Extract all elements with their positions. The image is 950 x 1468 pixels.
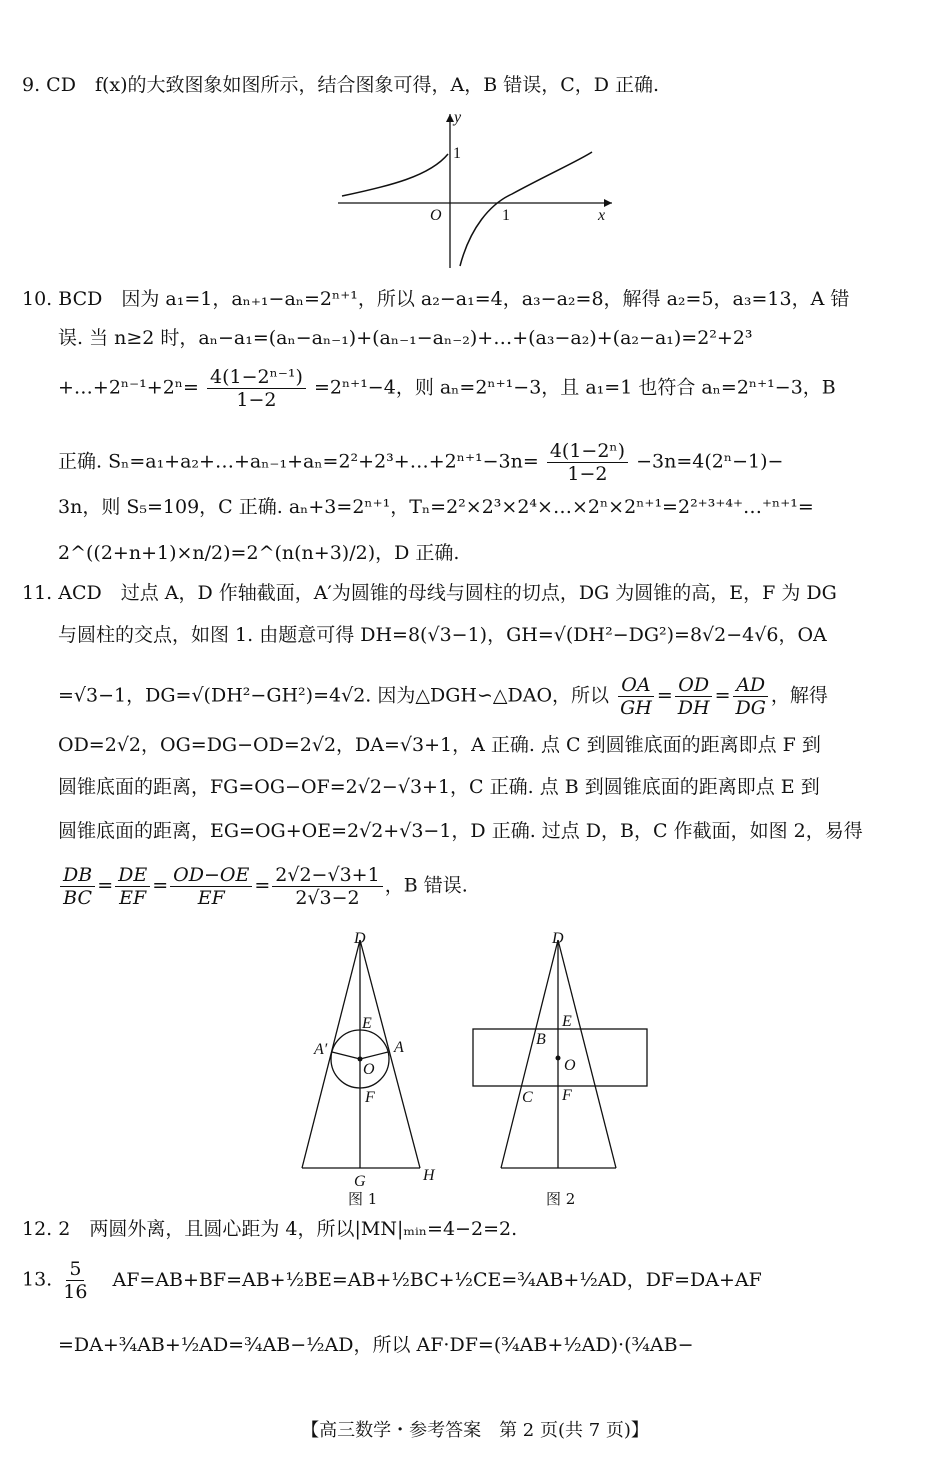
problem-11-line-3: =√3−1，DG=√(DH²−GH²)=4√2. 因为△DGH∽△DAO，所以 $\frac{OA}{GH}$ = $\frac{OD}{DH}$ = $\frac{AD}{DG}$ ，解得 [58, 674, 828, 719]
fraction-den: 16 [63, 1281, 88, 1303]
line-3-start: +…+2ⁿ⁻¹+2ⁿ= [58, 376, 199, 399]
fraction-num: AD [733, 674, 768, 697]
fraction-num: 2√2−√3+1 [272, 864, 382, 887]
fraction-den: EF [197, 887, 225, 909]
line-4-start: 正确. Sₙ=a₁+a₂+…+aₙ₋₁+aₙ=2²+2³+…+2ⁿ⁺¹−3n= [58, 450, 539, 473]
fraction-de-ef [115, 864, 150, 909]
problem-10-line-6: 2^((2+n+1)×n/2)=2^(n(n+3)/2)，D 正确. [58, 542, 460, 564]
fig2-label-c: C [522, 1089, 533, 1106]
graph-origin: O [430, 207, 442, 224]
line-4-end: −3n=4(2ⁿ−1)− [636, 450, 784, 473]
fraction-num: 5 [66, 1258, 84, 1281]
problem-11-line-6: 圆锥底面的距离，EG=OG+OE=2√2+√3−1，D 正确. 过点 D，B，C 作截面，如图 2，易得 [58, 820, 863, 842]
fraction-db-bc [60, 864, 95, 909]
fraction-num: OA [618, 674, 653, 697]
fig1-label-a-prime: A′ [314, 1041, 328, 1058]
fraction-den: BC [63, 887, 93, 909]
fraction-den: GH [620, 697, 652, 719]
fraction-den: 1−2 [236, 389, 277, 411]
problem-11-line-7: $\frac{DB}{BC}$ = $\frac{DE}{EF}$ = $\frac{OD-OE}{EF}$ = $\frac{2√2-√3+1}{2√3-2}$ ，B 错误. [58, 864, 468, 909]
line-7-end: ，B 错误. [384, 874, 468, 897]
figure-2-caption: 图 2 [546, 1190, 576, 1208]
problem-13-line-1 [22, 1258, 762, 1303]
fraction-sum [207, 366, 306, 411]
fraction-num: DE [115, 864, 150, 887]
fig1-label-a: A [394, 1039, 404, 1056]
problem-11-line-5: 圆锥底面的距离，FG=OG−OF=2√2−√3+1，C 正确. 点 B 到圆锥底面的距离即点 E 到 [58, 776, 820, 798]
line-3-start: =√3−1，DG=√(DH²−GH²)=4√2. 因为△DGH∽△DAO，所以 [58, 684, 610, 707]
fraction-value [272, 864, 382, 909]
vector-expression-1: AF=AB+BF=AB+½BE=AB+½BC+½CE=¾AB+½AD，DF=DA+AF [112, 1268, 762, 1291]
fig2-label-b: B [536, 1031, 546, 1048]
problem-10-line-4 [58, 440, 783, 485]
fig2-label-d: D [552, 930, 564, 947]
problem-12: 12. 2 两圆外离，且圆心距为 4，所以|MN|ₘᵢₙ=4−2=2. [22, 1218, 518, 1240]
fraction-od-oe-ef [170, 864, 252, 909]
fraction-sn [547, 440, 628, 485]
figure-1-cone-cylinder [290, 928, 450, 1188]
line-3-end: =2ⁿ⁺¹−4，则 aₙ=2ⁿ⁺¹−3，且 a₁=1 也符合 aₙ=2ⁿ⁺¹−3，B [313, 376, 836, 399]
fig1-label-h: H [423, 1167, 435, 1184]
fig2-label-f: F [562, 1087, 572, 1104]
page-footer: 【高三数学・参考答案 第 2 页(共 7 页)】 [301, 1420, 649, 1441]
problem-10-line-3 [58, 366, 836, 411]
problem-11-line-2: 与圆柱的交点，如图 1. 由题意可得 DH=8(√3−1)，GH=√(DH²−DG²)=8√2−4√6，OA [58, 624, 827, 646]
problem-9: 9. CD f(x)的大致图象如图所示，结合图象可得，A，B 错误，C，D 正确. [22, 74, 660, 96]
function-graph [330, 108, 620, 273]
fig2-label-e: E [562, 1013, 572, 1030]
problem-10-line-1: 10. BCD 因为 a₁=1，aₙ₊₁−aₙ=2ⁿ⁺¹，所以 a₂−a₁=4，a₃−a₂=8，解得 a₂=5，a₃=13，A 错 [22, 288, 850, 310]
problem-10-line-5: 3n，则 S₅=109，C 正确. aₙ+3=2ⁿ⁺¹，Tₙ=2²×2³×2⁴×…×2ⁿ×2ⁿ⁺¹=2²⁺³⁺⁴⁺…⁺ⁿ⁺¹= [58, 496, 814, 518]
fraction-num: OD [675, 674, 712, 697]
fig1-label-f: F [365, 1089, 375, 1106]
fraction-den: DH [677, 697, 710, 719]
figure-2-section [465, 928, 655, 1178]
fig1-label-e: E [362, 1015, 372, 1032]
fig1-label-g: G [354, 1173, 366, 1188]
answer-fraction [60, 1258, 90, 1303]
graph-y-label: y [454, 109, 462, 126]
fig1-label-o: O [363, 1061, 375, 1078]
graph-one-y: 1 [453, 145, 461, 162]
fraction-num: DB [60, 864, 95, 887]
problem-11-line-4: OD=2√2，OG=DG−OD=2√2，DA=√3+1，A 正确. 点 C 到圆锥底面的距离即点 F 到 [58, 734, 821, 756]
fraction-num: OD−OE [170, 864, 252, 887]
problem-10-line-2: 误. 当 n≥2 时，aₙ−a₁=(aₙ−aₙ₋₁)+(aₙ₋₁−aₙ₋₂)+…+(a₃−a₂)+(a₂−a₁)=2²+2³ [58, 327, 753, 349]
fraction-od-dh [675, 674, 713, 719]
graph-x-label: x [598, 207, 606, 224]
fraction-den: 2√3−2 [295, 887, 360, 909]
fraction-den: DG [735, 697, 766, 719]
fig1-label-d: D [354, 930, 366, 947]
line-3-end: ，解得 [770, 684, 828, 707]
figure-1-caption: 图 1 [348, 1190, 378, 1208]
fig2-label-o: O [564, 1057, 576, 1074]
problem-13-number: 13. [22, 1268, 53, 1291]
problem-11-line-1: 11. ACD 过点 A，D 作轴截面，A′为圆锥的母线与圆柱的切点，DG 为圆锥的高，E，F 为 DG [22, 582, 837, 604]
fraction-num: 4(1−2ⁿ) [547, 440, 628, 463]
graph-one-x: 1 [502, 207, 510, 224]
fraction-oa-gh [617, 674, 655, 719]
fraction-num: 4(1−2ⁿ⁻¹) [207, 366, 306, 389]
fraction-den: 1−2 [567, 463, 608, 485]
problem-13-line-2: =DA+¾AB+½AD=¾AB−½AD，所以 AF·DF=(¾AB+½AD)·(¾AB− [58, 1334, 694, 1356]
fraction-ad-dg [732, 674, 768, 719]
fraction-den: EF [119, 887, 147, 909]
